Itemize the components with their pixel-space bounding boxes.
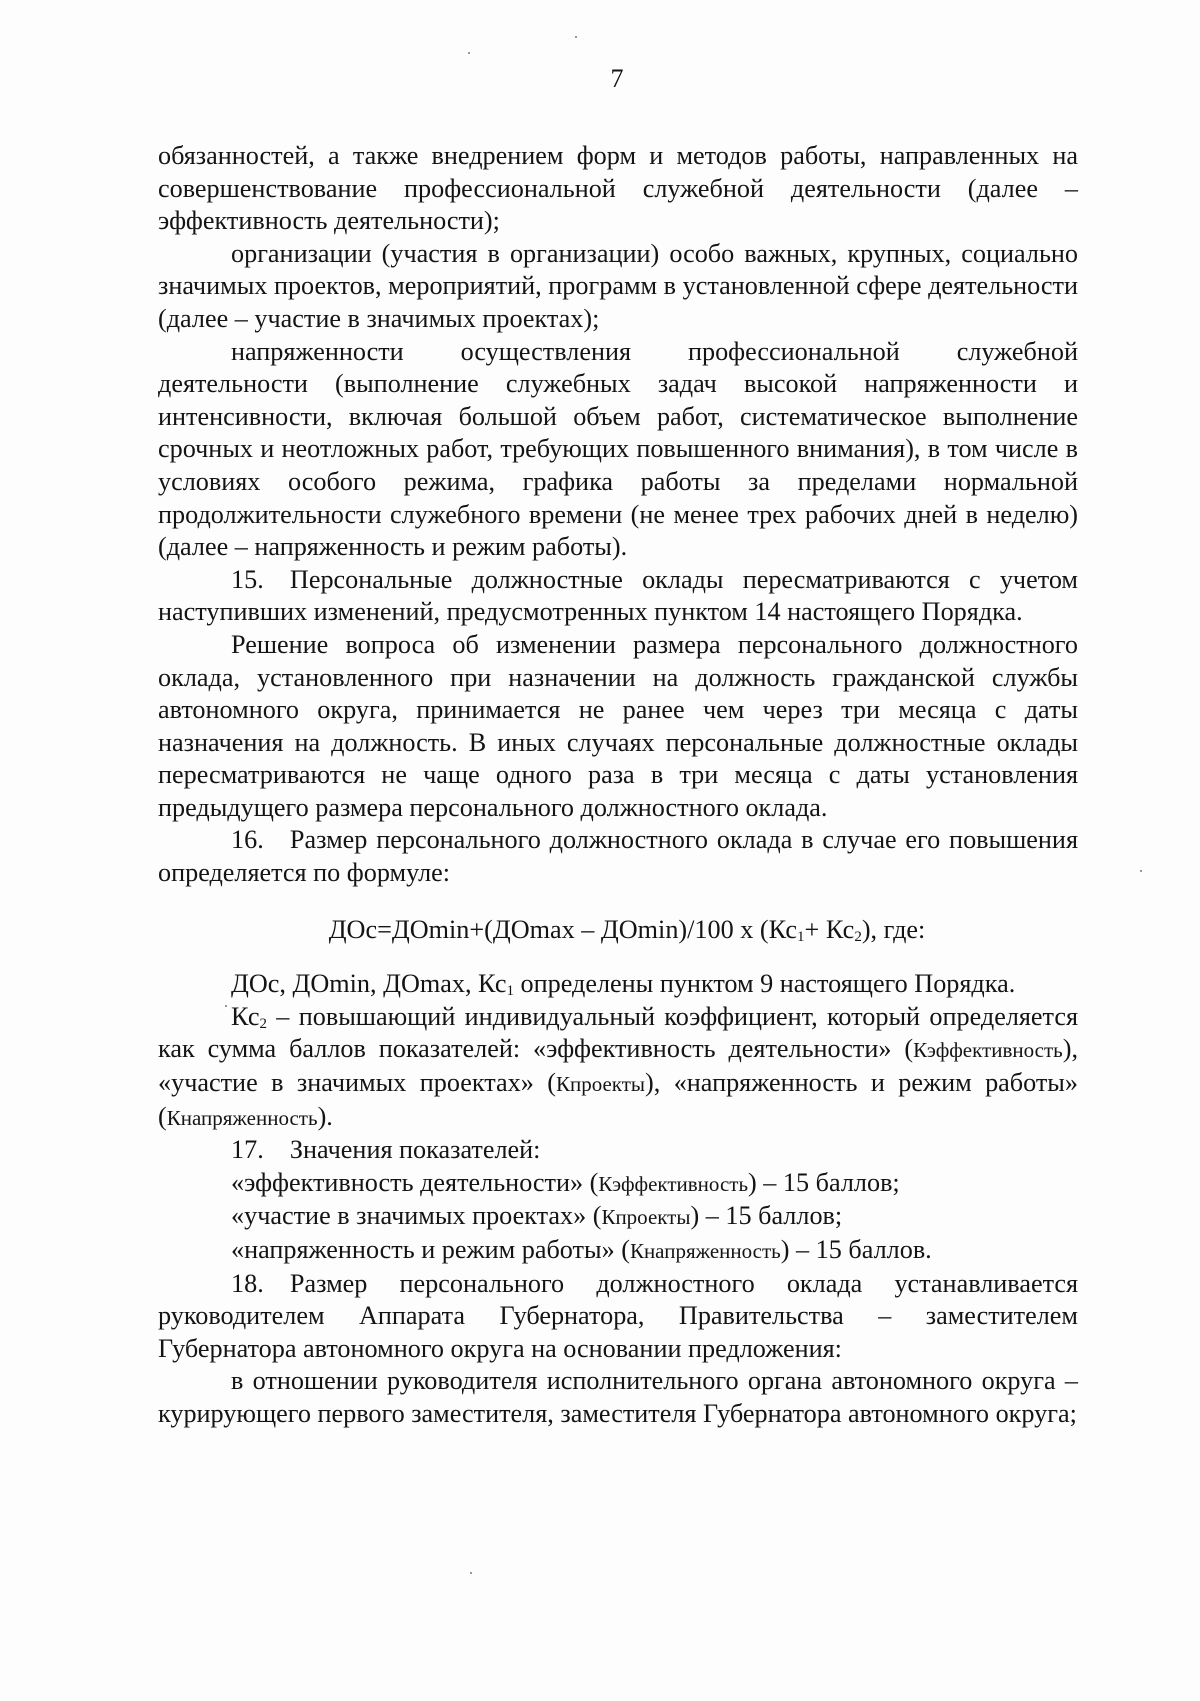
scan-speck [1140, 870, 1142, 872]
v2-coefficient: Кпроекты [601, 1205, 691, 1230]
formula-part-2: + Кс [804, 914, 855, 944]
def2-text-5: ). [317, 1101, 333, 1131]
scan-speck [225, 1005, 227, 1007]
coefficient-efficiency: Кэффективность [913, 1038, 1063, 1063]
value-intensity [158, 1234, 1078, 1268]
v3-text-1: «напряженность и режим работы» ( [231, 1235, 630, 1264]
formula-subscript-2: 2 [854, 928, 862, 945]
def2-text-4: ), «напряженность и режим работы» ( [158, 1068, 1078, 1131]
v2-text-1: «участие в значимых проектах» ( [231, 1201, 602, 1231]
def2-subscript: 2 [259, 1015, 267, 1032]
coefficient-intensity: Кнапряженность [166, 1105, 318, 1130]
v1-text-1: «эффективность деятельности» ( [231, 1167, 599, 1197]
def1-subscript: 1 [506, 983, 514, 1000]
value-efficiency [158, 1167, 1078, 1201]
scan-speck [470, 1572, 472, 1574]
paragraph-item-18: 18. Размер персонального должностного оклада устанавливается руководителем Аппарата Губернатора, Правительства – заместителем Губернатора автономного округа на основании предложения: [158, 1268, 1078, 1363]
paragraph-duties-end: обязанностей, а также внедрением форм и методов работы, направленных на совершенствование профессиональной служебной деятельности (далее – эффективность деятельности); [158, 141, 1078, 236]
paragraph-item-18-executive: в отношении руководителя исполнительного органа автономного округа – курирующего первого заместителя, заместителя Губернатора автономного округа; [158, 1366, 1078, 1428]
v1-text-2: ) – 15 баллов; [748, 1167, 900, 1197]
document-body [158, 140, 1078, 1431]
v3-coefficient: Кнапряженность [629, 1239, 781, 1263]
def2-text-3: ), «участие в значимых проектах» ( [158, 1034, 1078, 1098]
def1-text-1: ДОс, ДОmin, ДОmax, Кс [231, 969, 507, 999]
definition-kc2 [158, 1001, 1078, 1134]
scan-speck [575, 36, 577, 38]
paragraph-intensity: напряженности осуществления профессиональной служебной деятельности (выполнение служебных задач высокой напряженности и интенсивности, включая большой объем работ, систематическое выполнение срочных и неотложных работ, требующих повышенного внимания), в том числе в условиях особого режима, графика работы за пределами нормальной продолжительности служебного времени (не менее трех рабочих дней в неделю) (далее – напряженность и режим работы). [158, 336, 1078, 562]
scan-speck [468, 52, 470, 54]
paragraph-item-17: 17. Значения показателей: [231, 1135, 541, 1165]
def2-text-2: – повышающий индивидуальный коэффициент, который определяется как сумма баллов показателей: «эффективность деятельности» ( [158, 1001, 1078, 1064]
paragraph-item-15-decision: Решение вопроса об изменении размера персонального должностного оклада, установленного при назначении на должность гражданской службы автономного округа, принимается не ранее чем через три месяца с даты назначения на должность. В иных случаях персональные должностные оклады пересматриваются не чаще одного раза в три месяца с даты установления предыдущего размера персонального должностного оклада. [158, 629, 1078, 822]
paragraph-projects: организации (участия в организации) особо важных, крупных, социально значимых проектов, мероприятий, программ в установленной сфере деятельности (далее – участие в значимых проектах); [158, 238, 1078, 333]
paragraph-item-16: 16. Размер персонального должностного оклада в случае его повышения определяется по формуле: [158, 825, 1078, 888]
v1-coefficient: Кэффективность [598, 1171, 749, 1196]
page-number: 7 [610, 64, 624, 93]
value-projects [158, 1200, 1078, 1234]
def1-text-2: определены пунктом 9 настоящего Порядка. [514, 969, 1016, 999]
def2-text-1: Кс [231, 1001, 260, 1031]
coefficient-projects: Кпроекты [555, 1072, 645, 1097]
formula-part-3: ), где: [861, 914, 926, 944]
paragraph-item-15: 15. Персональные должностные оклады пересматриваются с учетом наступивших изменений, предусмотренных пунктом 14 настоящего Порядка. [158, 564, 1078, 627]
definition-variables [158, 968, 1078, 1001]
formula-part-1: ДОс=ДОmin+(ДОmax – ДОmin)/100 х (Кс [328, 914, 798, 944]
v3-text-2: ) – 15 баллов. [780, 1235, 932, 1264]
formula-subscript-1: 1 [797, 928, 805, 945]
salary-formula [158, 914, 1078, 947]
v2-text-2: ) – 15 баллов; [690, 1201, 843, 1231]
